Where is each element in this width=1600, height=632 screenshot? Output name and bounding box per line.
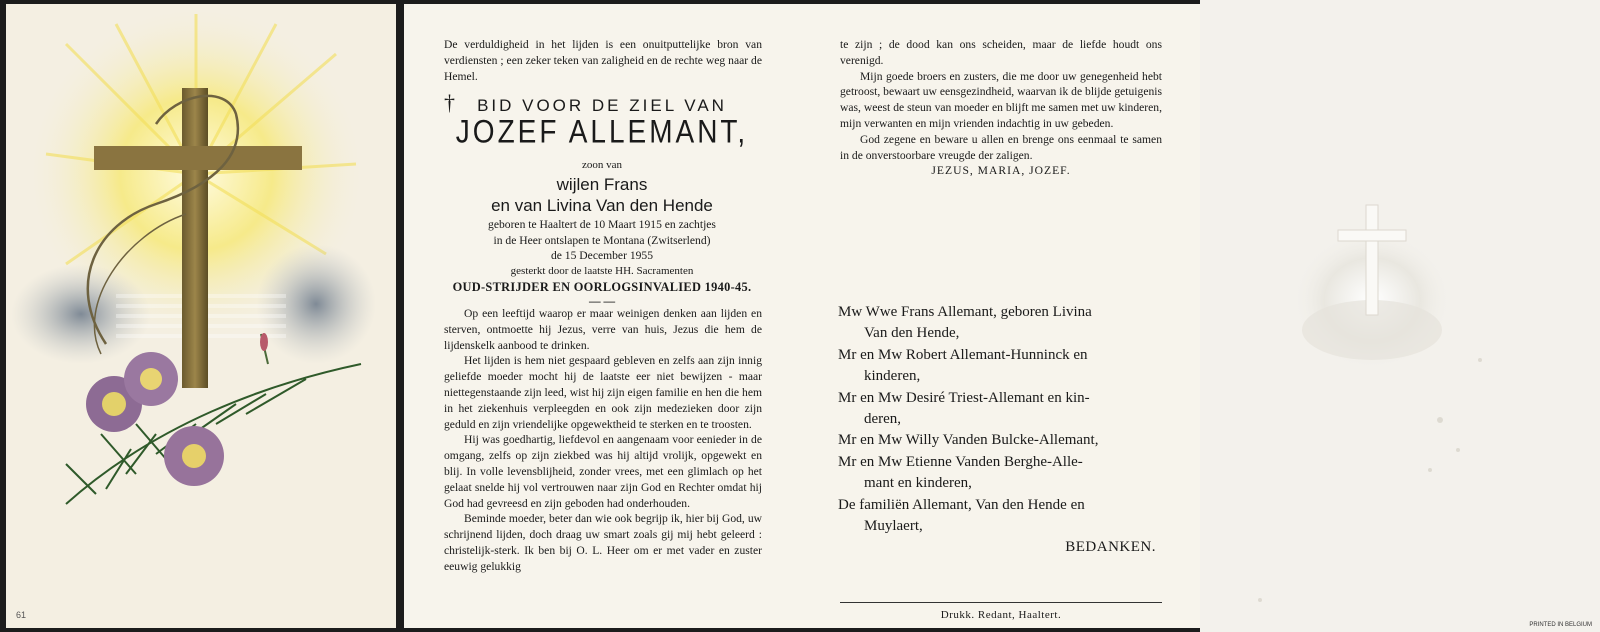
relative-line: Mr en Mw Etienne Vanden Berghe-Alle- [838,453,1083,470]
text-page-left [404,4,800,628]
cross-illustration [6,4,396,628]
death-date: de 15 December 1955 [550,249,654,263]
deceased-name: JOZEF ALLEMANT, [455,113,749,150]
relative-line: Mw Wwe Frans Allemant, geboren Livina [838,304,1092,320]
father-name: wijlen Frans [556,174,648,194]
card-number: 61 [16,610,27,620]
separator: — — [588,294,616,308]
thanks: BEDANKEN. [1065,539,1156,556]
son-of: zoon van [581,159,622,171]
printer-credit: Drukk. Redant, Haaltert. [940,609,1062,621]
relative-line: mant en kinderen, [864,475,972,492]
prayer-heading: BID VOOR DE ZIEL VAN [477,96,727,115]
closing-invocation: JEZUS, MARIA, JOZEF. [931,164,1071,178]
relative-line: kinderen, [864,368,921,385]
sacraments: gesterkt door de laatste HH. Sacramenten [510,265,694,278]
printed-in-label: PRINTED IN BELGIUM [1529,622,1592,628]
relative-line: deren, [864,411,902,428]
relative-line: Mr en Mw Willy Vanden Bulcke-Allemant, [838,432,1099,449]
paragraph-6: Mijn goede broers en zusters, die me door uw genegenheid hebt getroost, bewaart uw eensgezindheid, waarvan ik de blijde getuigenis was, weest de steun van moeder en blijft me samen met uw kinderen, mijn verwanten en mijn vrienden indachtig in uw gebeden. [840,69,1162,130]
intro-quote: De verduldigheid in het lijden is een onuitputtelijke bron van verdiensten ; een zeker teken van zaligheid en de rechte weg naar de Hemel. [444,38,762,83]
relative-line: Van den Hende, [864,325,960,342]
relatives-list [838,302,1156,559]
front-card-panel [6,4,396,628]
paragraph-5: te zijn ; de dood kan ons scheiden, maar de liefde houdt ons verenigd. [840,38,1162,67]
relative-line: Mr en Mw Robert Allemant-Hunninck en [838,346,1088,363]
relative-line: De familiën Allemant, Van den Hende en [838,496,1085,513]
relative-line: Muylaert, [864,518,923,535]
paragraph-3: Hij was goedhartig, liefdevol en aangenaam voor eenieder in de omgang, zelfs op zijn ziekbed was hij altijd vrolijk, opgewekt en blij. In volle levensblijheid, zonder vrees, met een glimlach op het gelaat snelde hij vol vertrouwen naar zijn God en Rechter omdat hij God had gevreesd en zijn geboden had onderhouden. [444,433,762,510]
back-card-panel [1200,0,1600,632]
paragraph-7: God zegene en beware u allen en brenge ons eenmaal te samen in de onverstoorbare vreugde der zaligen. [840,132,1162,162]
paragraph-2: Het lijden is hem niet gespaard gebleven en zelfs aan zijn innig geliefde moeder mocht hij de laatste eer niet bewijzen - maar niettegenstaande zijn leed, wist hij zijn eigen familie en hen die hem in het ziekenhuis verpleegden en ook zijn medezieken door zijn geduld en zijn vriendelijke opgewektheid te sterken en te troosten. [444,354,762,431]
paragraph-4: Beminde moeder, beter dan wie ook begrijp ik, hier bij God, uw schrijnend lijden, doch draag uw smart zoals gij mij hebt geleerd : christelijk-sterk. Ik ben bij O. L. Heer om er met vader en zuster eeuwig gelukkig [444,512,762,573]
birth-info: geboren te Haaltert de 10 Maart 1915 en zachtjes [488,217,716,231]
paragraph-1: Op een leeftijd waarop er maar weinigen denken aan lijden en sterven, ontmoette hij Jezus, verre van huis, Jezus die hem de lijdenskelk aanbood te drinken. [444,307,762,352]
veteran-line: OUD-STRIJDER EN OORLOGSINVALIED 1940-45. [452,279,752,294]
death-place: in de Heer ontslapen te Montana (Zwitserlend) [493,233,711,247]
mother-name: en van Livina Van den Hende [491,195,713,215]
text-page-right [800,4,1200,628]
relative-line: Mr en Mw Desiré Triest-Allemant en kin- [838,389,1090,406]
small-cross-icon [1200,0,1600,632]
footer-divider [840,602,1162,603]
dagger-icon: † [444,90,455,115]
